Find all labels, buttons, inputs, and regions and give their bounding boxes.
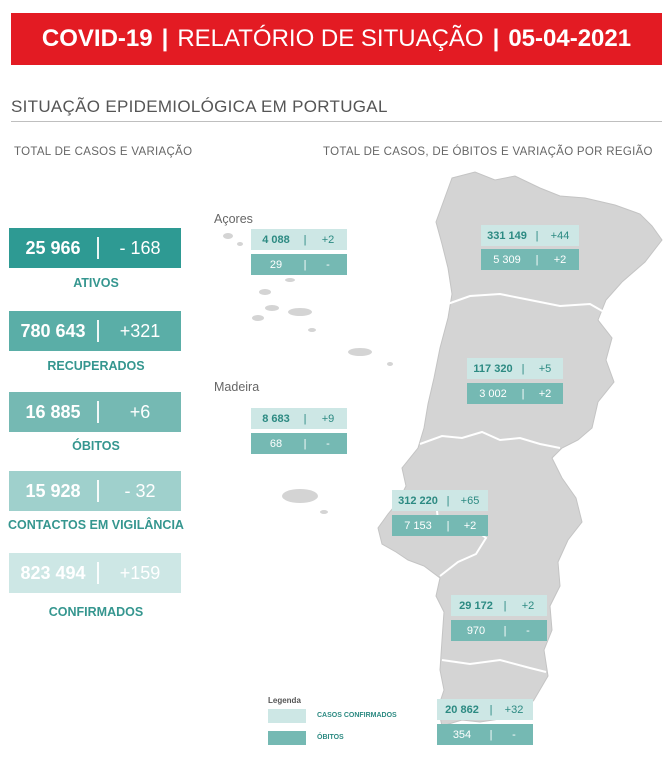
deaths-value: 354 [452,728,472,741]
stat-change: - 168 [119,237,161,258]
deaths-change: +2 [463,519,477,532]
deaths-value: 5 309 [493,253,521,266]
legend-title: Legenda [268,696,301,705]
divider: | [521,387,525,400]
stat-change: +6 [129,401,151,422]
divider: | [535,253,539,266]
cases-change: +5 [538,362,552,375]
norte-cases-box [481,225,579,246]
stat-change: +321 [119,320,161,341]
deaths-value: 970 [466,624,486,637]
divider: | [489,728,493,741]
legend-label-confirmed: CASOS CONFIRMADOS [317,712,397,719]
algarve-deaths-box [437,724,533,745]
totals-subtitle: TOTAL DE CASOS E VARIAÇÃO [14,146,193,158]
stat-vigilancia [9,471,181,511]
stat-label-confirmados: CONFIRMADOS [48,605,144,619]
centro-deaths-box [467,383,563,404]
legend-swatch-deaths [268,731,306,745]
stat-label-recuperados: RECUPERADOS [47,359,145,373]
cases-change: +65 [460,494,480,507]
stat-confirmados [9,553,181,593]
region-label-acores: Açores [214,212,253,226]
regions-subtitle: TOTAL DE CASOS, DE ÓBITOS E VARIAÇÃO POR REGIÃO [323,146,653,158]
cases-value: 331 149 [487,229,527,242]
stat-value: 25 966 [25,237,81,258]
stat-label-ativos: ATIVOS [73,276,119,290]
algarve-cases-box [437,699,533,720]
divider: | [521,362,525,375]
deaths-change: - [326,437,330,450]
divider: | [303,412,307,425]
report-header [11,13,662,65]
madeira-islands [282,489,328,514]
alentejo-cases-box [451,595,547,616]
cases-value: 29 172 [459,599,493,612]
divider: | [303,258,307,271]
cases-change: +44 [550,229,570,242]
header-title: COVID-19 [41,25,153,52]
deaths-value: 7 153 [404,519,432,532]
cases-change: +2 [521,599,535,612]
section-title: SITUAÇÃO EPIDEMIOLÓGICA EM PORTUGAL [11,97,388,116]
deaths-value: 3 002 [479,387,507,400]
acores-cases-box [251,229,347,250]
header-separator: | [161,25,169,52]
header-subtitle: RELATÓRIO DE SITUAÇÃO [177,25,484,52]
stat-ativos [9,228,181,268]
stat-label-vigilancia: CONTACTOS EM VIGILÂNCIA [8,518,184,532]
divider: | [503,624,507,637]
divider: | [446,519,450,532]
centro-cases-box [467,358,563,379]
lvt-deaths-box [392,515,488,536]
madeira-cases-box [251,408,347,429]
acores-deaths-box [251,254,347,275]
legend-swatch-confirmed [268,709,306,723]
deaths-value: 29 [269,258,283,271]
deaths-change: +2 [538,387,552,400]
deaths-change: - [526,624,530,637]
deaths-change: - [326,258,330,271]
divider: | [489,703,493,716]
cases-value: 8 683 [262,412,290,425]
stat-value: 15 928 [25,480,81,501]
cases-value: 20 862 [445,703,479,716]
cases-value: 4 088 [262,233,290,246]
alentejo-deaths-box [451,620,547,641]
stat-value: 16 885 [25,401,81,422]
stat-change: +159 [119,562,161,583]
stat-value: 780 643 [20,320,86,341]
divider: | [535,229,539,242]
stat-value: 823 494 [20,562,86,583]
azores-islands [223,233,393,366]
madeira-deaths-box [251,433,347,454]
header-date: 05-04-2021 [508,25,632,52]
stat-label-obitos: ÓBITOS [72,439,120,453]
deaths-value: 68 [269,437,283,450]
cases-value: 117 320 [473,362,513,375]
divider: | [303,437,307,450]
region-label-madeira: Madeira [214,380,260,394]
cases-change: +2 [321,233,335,246]
legend-label-deaths: ÓBITOS [317,734,344,741]
section-divider [11,121,662,122]
cases-change: +32 [504,703,524,716]
lvt-cases-box [392,490,488,511]
stat-obitos [9,392,181,432]
cases-change: +9 [321,412,335,425]
cases-value: 312 220 [398,494,438,507]
divider: | [503,599,507,612]
stat-change: - 32 [124,480,156,501]
deaths-change: - [512,728,516,741]
divider: | [303,233,307,246]
norte-deaths-box [481,249,579,270]
deaths-change: +2 [553,253,567,266]
header-separator: | [492,25,500,52]
divider: | [446,494,450,507]
stat-recuperados [9,311,181,351]
